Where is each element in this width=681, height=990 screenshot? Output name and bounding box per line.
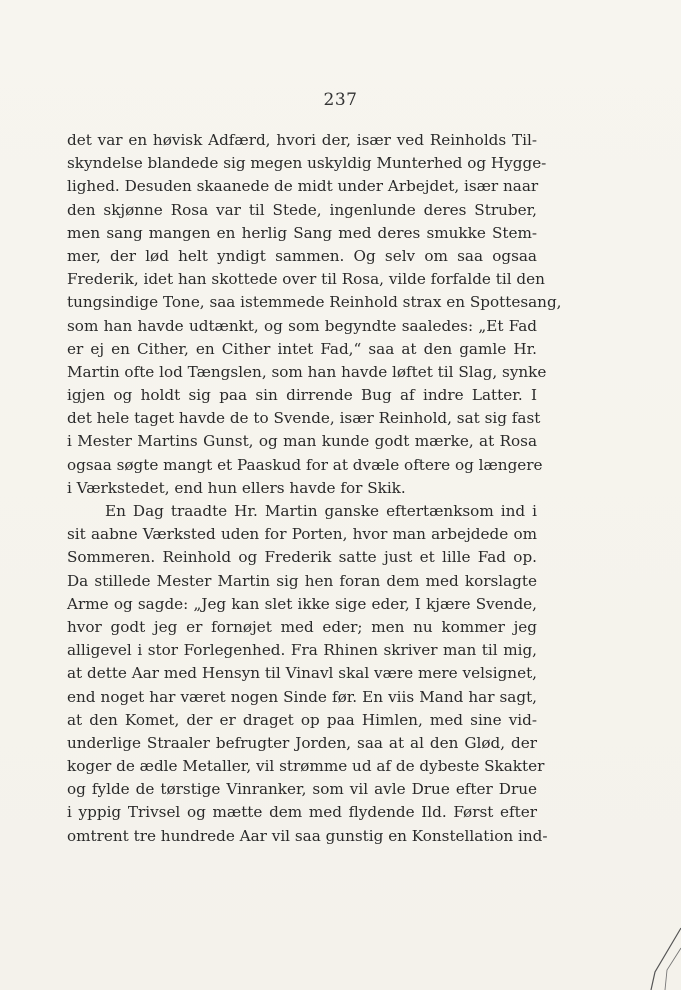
text-line: En Dag traadte Hr. Martin ganske eftertænksom ind i	[105, 502, 537, 520]
text-line: i Værkstedet, end hun ellers havde for Skik.	[67, 478, 406, 497]
text-line: underlige Straaler befrugter Jorden, saa at al den Glød, der	[67, 733, 537, 752]
text-line: og fylde de tørstige Vinranker, som vil avle Drue efter Drue	[67, 780, 537, 799]
text-line: lighed. Desuden skaanede de midt under Arbejdet, især naar	[67, 177, 539, 196]
text-line: Da stillede Mester Martin sig hen foran dem med korslagte	[67, 571, 537, 590]
text-line: end noget har været nogen Sinde før. En viis Mand har sagt,	[67, 687, 537, 706]
text-line: i Mester Martins Gunst, og man kunde godt mærke, at Rosa	[67, 432, 537, 451]
text-line: skyndelse blandede sig megen uskyldig Munterhed og Hygge-	[67, 154, 547, 173]
text-line: omtrent tre hundrede Aar vil saa gunstig en Konstellation ind-	[67, 826, 548, 845]
text-line: ogsaa søgte mangt et Paaskud for at dvæle oftere og længere	[67, 455, 543, 474]
text-line: hvor godt jeg er fornøjet med eder; men nu kommer jeg	[67, 617, 537, 636]
page-number: 237	[323, 90, 358, 110]
text-line: som han havde udtænkt, og som begyndte saaledes: „Et Fad	[67, 316, 537, 335]
text-line: sit aabne Værksted uden for Porten, hvor man arbejdede om	[67, 525, 537, 544]
text-line: koger de ædle Metaller, vil strømme ud af de dybeste Skakter	[67, 757, 545, 776]
text-line: mer, der lød helt yndigt sammen. Og selv om saa ogsaa	[67, 246, 537, 265]
page-corner-fold-icon	[641, 920, 681, 990]
text-line: den skjønne Rosa var til Stede, ingenlunde deres Struber,	[67, 200, 537, 219]
body-text	[67, 129, 562, 848]
text-line: tungsindige Tone, saa istemmede Reinhold strax en Spottesang,	[67, 293, 562, 312]
text-line: igjen og holdt sig paa sin dirrende Bug af indre Latter. I	[67, 386, 537, 405]
text-line: Sommeren. Reinhold og Frederik satte just et lille Fad op.	[67, 548, 537, 567]
text-line: Martin ofte lod Tængslen, som han havde løftet til Slag, synke	[67, 362, 547, 381]
text-line: det hele taget havde de to Svende, især Reinhold, sat sig fast	[67, 409, 541, 428]
text-line: det var en høvisk Adfærd, hvori der, især ved Reinholds Til-	[67, 131, 537, 149]
text-line: men sang mangen en herlig Sang med deres smukke Stem-	[67, 223, 537, 242]
text-line: er ej en Cither, en Cither intet Fad,“ saa at den gamle Hr.	[67, 339, 537, 358]
text-line: alligevel i stor Forlegenhed. Fra Rhinen skriver man til mig,	[67, 641, 537, 660]
text-line: i yppig Trivsel og mætte dem med flydende Ild. Først efter	[67, 803, 537, 822]
text-line: at dette Aar med Hensyn til Vinavl skal være mere velsignet,	[67, 664, 537, 683]
text-line: Arme og sagde: „Jeg kan slet ikke sige eder, I kjære Svende,	[67, 594, 537, 613]
text-line: at den Komet, der er draget op paa Himlen, med sine vid-	[67, 710, 537, 729]
text-line: Frederik, idet han skottede over til Rosa, vilde forfalde til den	[67, 270, 545, 289]
